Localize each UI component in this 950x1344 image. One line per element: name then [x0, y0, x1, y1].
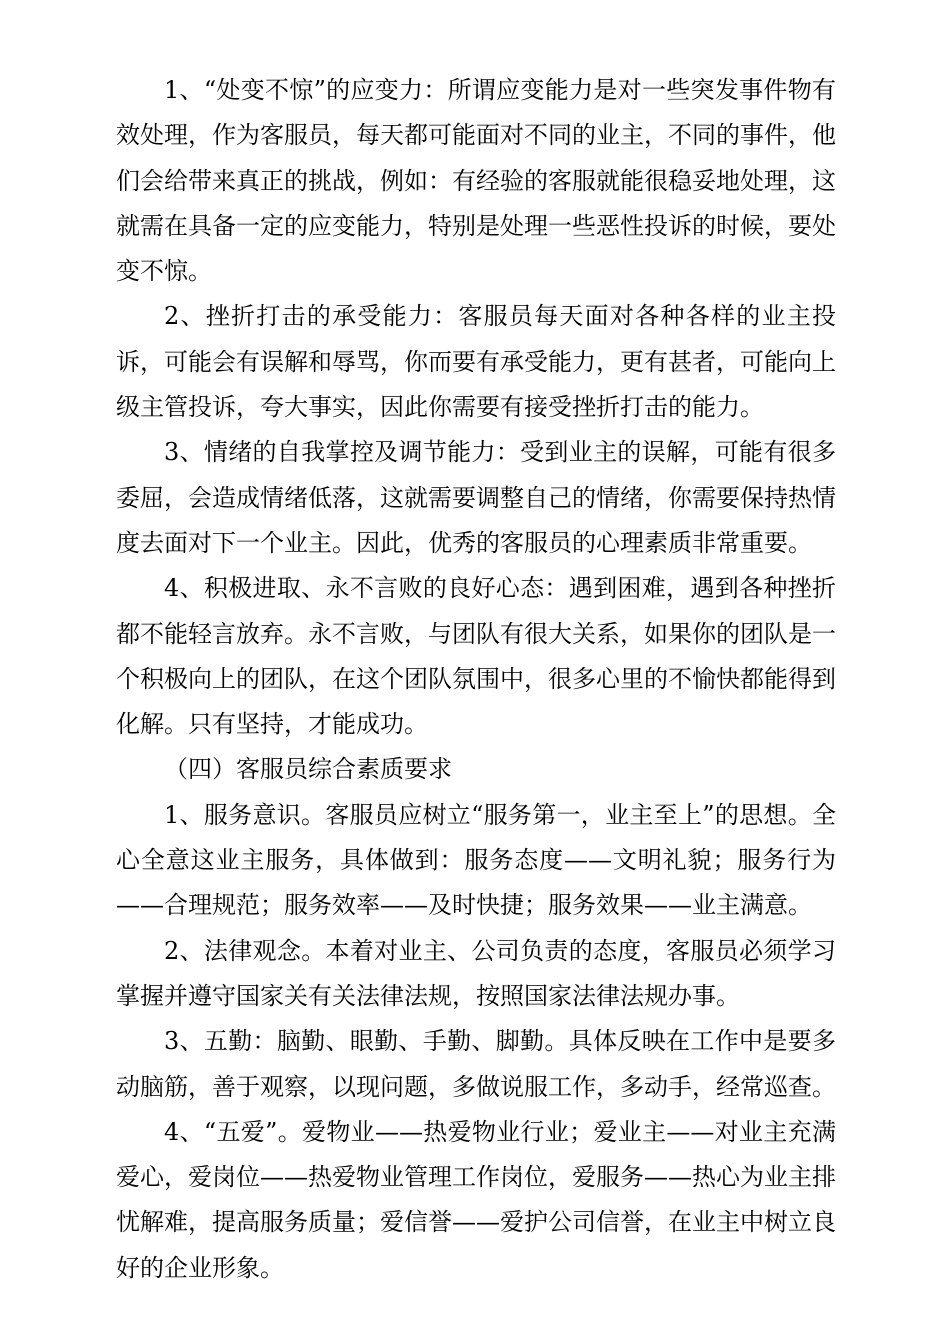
paragraph-adaptability: 1、“处变不惊”的应变力：所谓应变能力是对一些突发事件物有效处理，作为客服员，每天都可能面对不同的业主，不同的事件，他们会给带来真正的挑战，例如：有经验的客服就能很稳妥地处理，这就需在具备一定的应变能力，特别是处理一些恶性投诉的时候，要处变不惊。	[116, 76, 836, 286]
document-page	[116, 68, 836, 1291]
paragraph-positive-attitude: 4、积极进取、永不言败的良好心态：遇到困难，遇到各种挫折都不能轻言放弃。永不言败，与团队有很大关系，如果你的团队是一个积极向上的团队，在这个团队氛围中，很多心里的不愉快都能得到化解。只有坚持，才能成功。	[116, 574, 836, 739]
paragraph-frustration-tolerance: 2、挫折打击的承受能力：客服员每天面对各种各样的业主投诉，可能会有误解和辱骂，你而要有承受能力，更有甚者，可能向上级主管投诉，夸大事实，因此你需要有接受挫折打击的能力。	[116, 302, 836, 422]
paragraph-five-loves: 4、“五爱”。爱物业——热爱物业行业；爱业主——对业主充满爱心，爱岗位——热爱物业管理工作岗位，爱服务——热心为业主排忧解难，提高服务质量；爱信誉——爱护公司信誉，在业主中树立良好的企业形象。	[116, 1117, 836, 1282]
paragraph-five-diligences: 3、五勤：脑勤、眼勤、手勤、脚勤。具体反映在工作中是要多动脑筋，善于观察，以现问题，多做说服工作，多动手，经常巡查。	[116, 1027, 836, 1101]
paragraph-legal-awareness: 2、法律观念。本着对业主、公司负责的态度，客服员必须学习掌握并遵守国家关有关法律法规，按照国家法律法规办事。	[116, 936, 836, 1010]
paragraph-emotion-control: 3、情绪的自我掌控及调节能力：受到业主的误解，可能有很多委屈，会造成情绪低落，这就需要调整自己的情绪，你需要保持热情度去面对下一个业主。因此，优秀的客服员的心理素质非常重要。	[116, 438, 836, 557]
paragraph-service-awareness: 1、服务意识。客服员应树立“服务第一，业主至上”的思想。全心全意这业主服务，具体做到：服务态度——文明礼貌；服务行为——合理规范；服务效率——及时快捷；服务效果——业主满意。	[116, 800, 836, 920]
section-heading: （四）客服员综合素质要求	[164, 755, 452, 784]
